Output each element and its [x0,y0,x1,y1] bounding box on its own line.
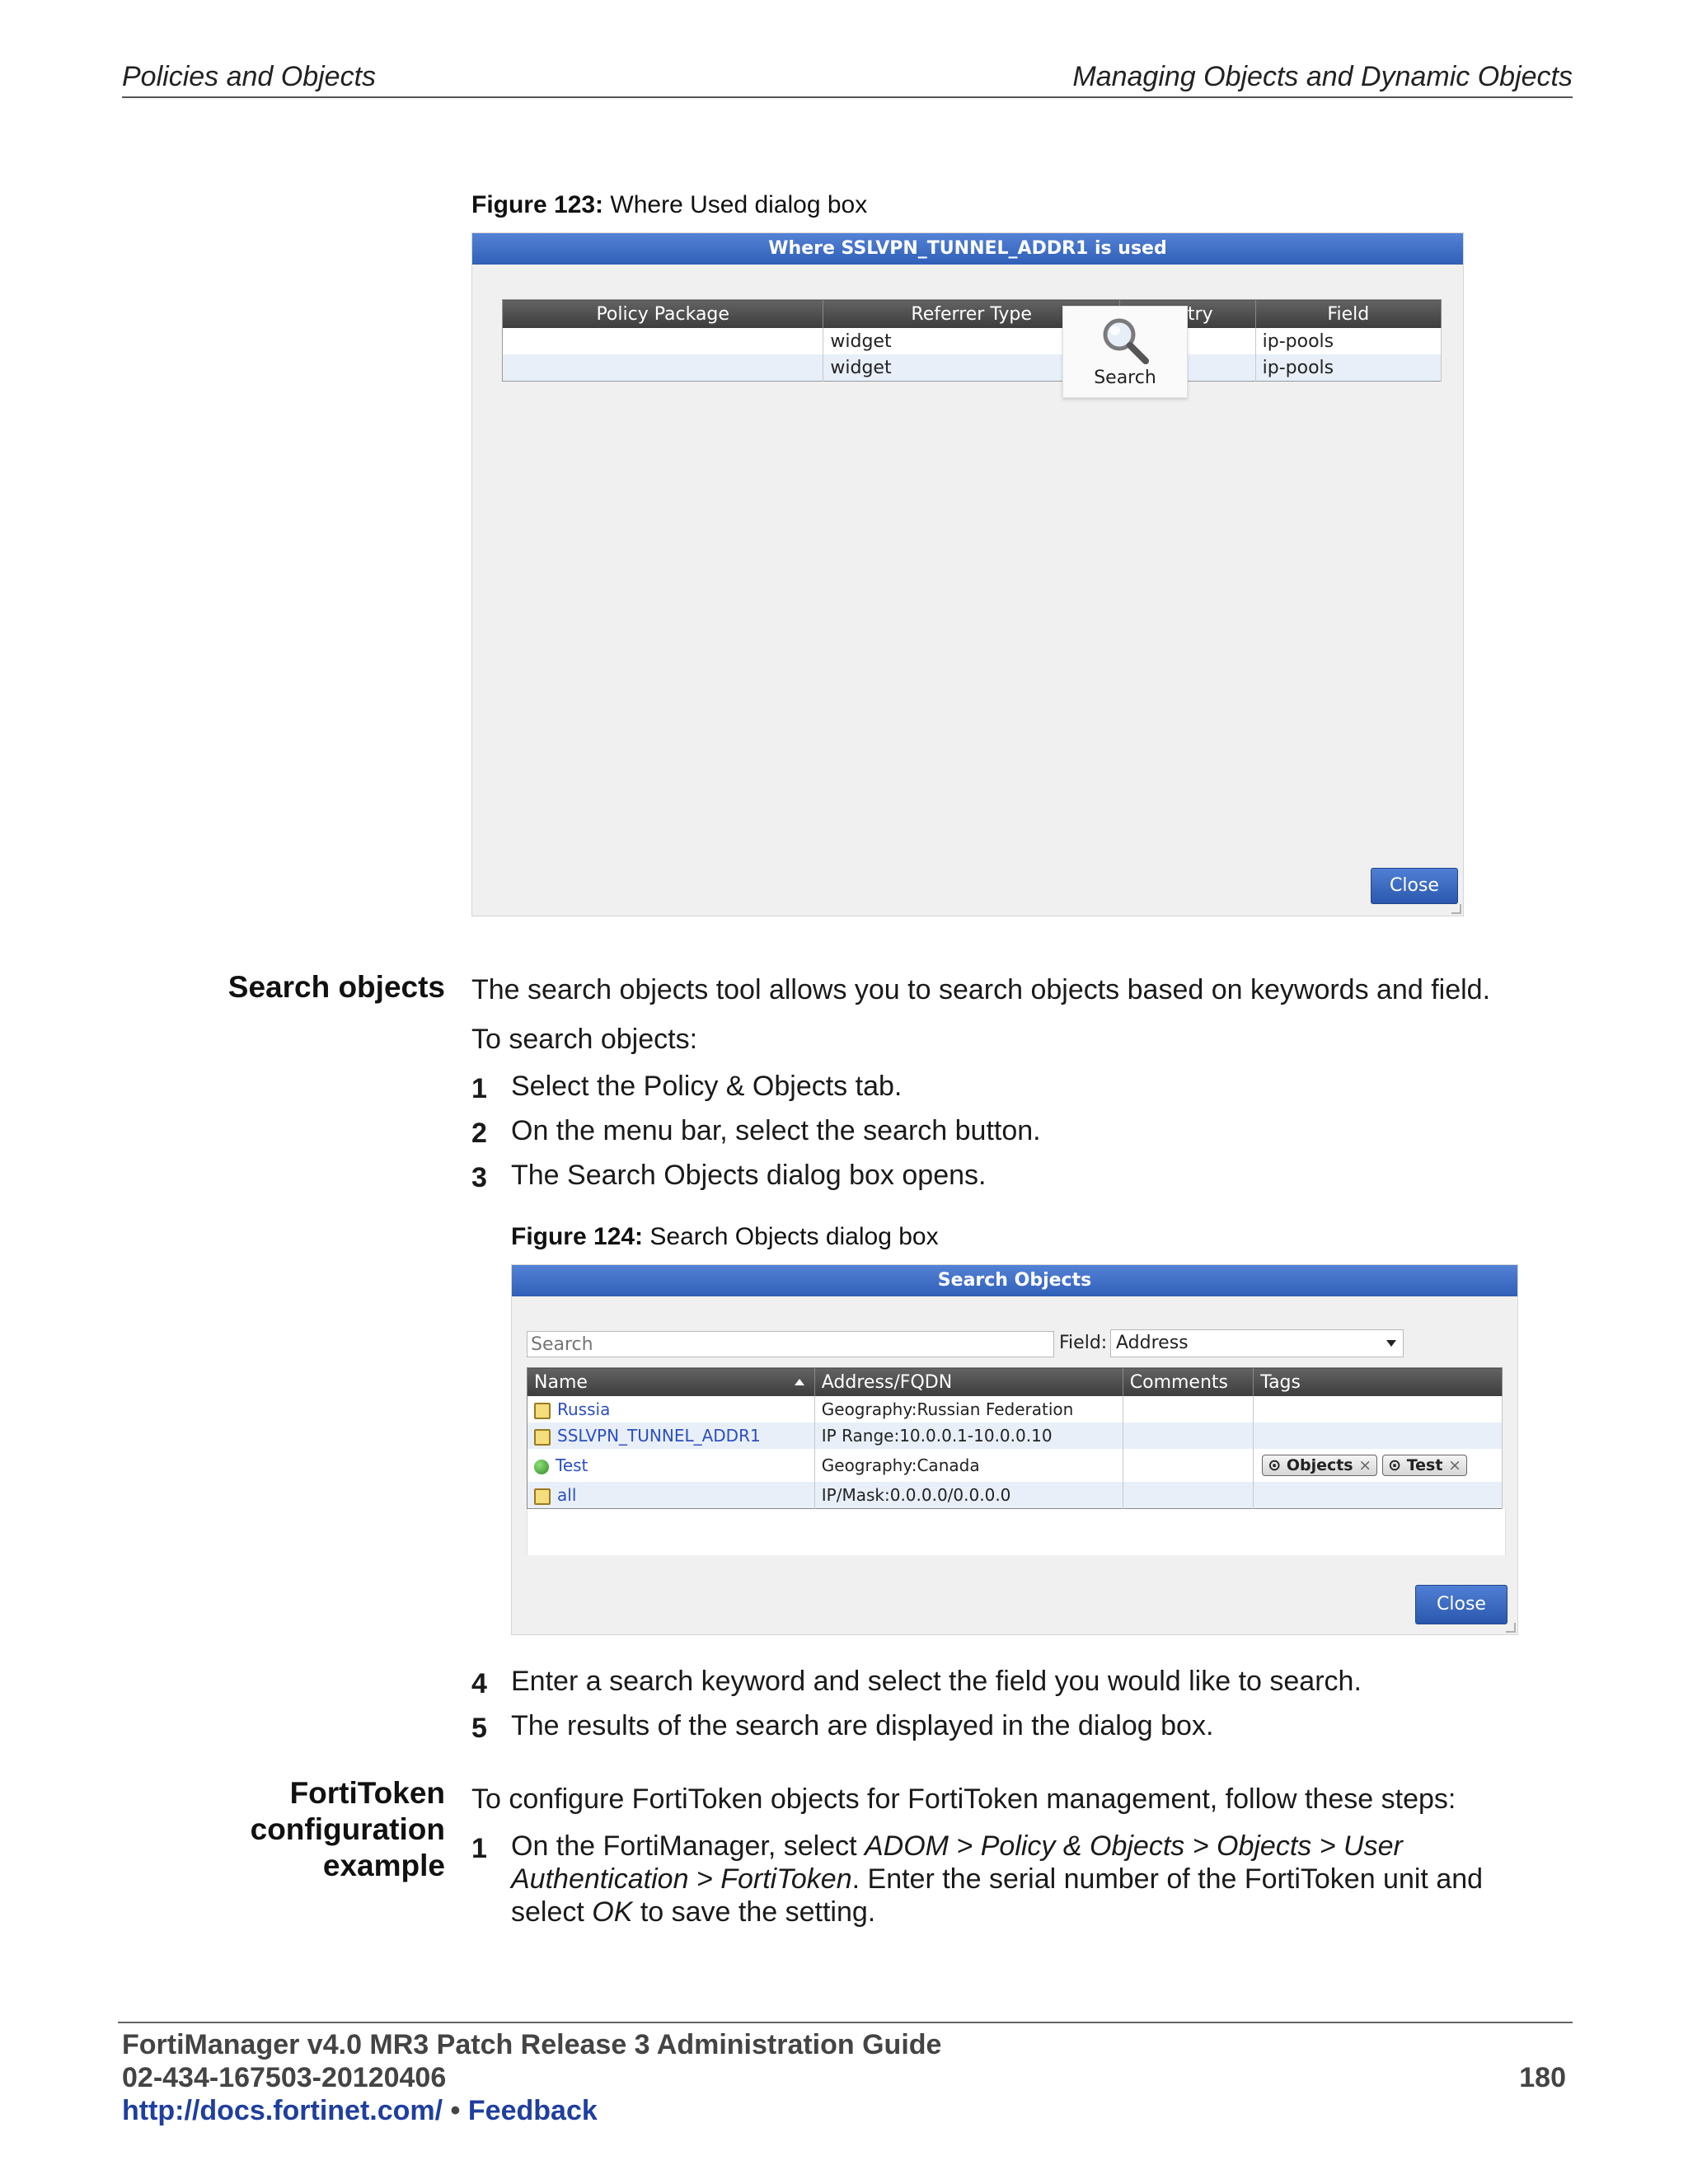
figure-124-caption [511,1223,939,1251]
step-text: The Search Objects dialog box opens. [511,1160,987,1191]
step-text: Select the Policy & Objects tab. [511,1071,903,1102]
footer-divider [118,2022,1573,2023]
tag-chip[interactable]: ⊙ Test × [1382,1455,1467,1476]
cell-name [528,1449,815,1482]
remove-tag-icon[interactable]: × [1448,1456,1461,1474]
resize-grip-icon[interactable] [1506,1623,1516,1633]
address-object-icon [534,1488,551,1505]
fortitoken-heading-line: configuration [250,1812,445,1846]
footer-separator: • [450,2095,461,2126]
step-text-segment: to save the setting. [632,1896,876,1928]
col-entry[interactable]: try [1119,300,1255,329]
cell-field: ip-pools [1255,354,1441,382]
docs-link[interactable]: http://docs.fortinet.com/ [122,2095,443,2126]
col-tags[interactable]: Tags [1254,1368,1503,1397]
step-number: 2 [471,1118,487,1149]
table-row[interactable] [503,328,1442,354]
figure-123-text: Where Used dialog box [610,191,868,218]
where-used-header-row [503,300,1442,329]
cell-tags [1254,1449,1503,1482]
header-section-title: Policies and Objects [122,61,377,92]
address-object-icon [534,1429,551,1446]
field-select[interactable] [1110,1329,1404,1357]
table-row[interactable] [528,1482,1503,1509]
step-text-segment: On the FortiManager, select [511,1830,865,1862]
tag-label: Objects [1286,1456,1353,1474]
close-button[interactable]: Close [1415,1585,1507,1624]
col-field[interactable]: Field [1255,300,1441,329]
step-number: 3 [471,1162,487,1193]
resize-grip-icon[interactable] [1451,904,1461,914]
object-name-link[interactable]: all [557,1485,577,1505]
search-popup-label: Search [1094,368,1156,388]
step-number: 4 [471,1668,487,1699]
magnifier-icon [1100,315,1151,366]
figure-124-label: Figure 124: [511,1223,644,1250]
header-chapter-title: Managing Objects and Dynamic Objects [1072,61,1573,92]
search-results-table [527,1367,1503,1509]
step-text-line [511,1896,875,1929]
step-text-line [511,1830,1403,1863]
tag-label: Test [1406,1456,1443,1474]
globe-icon [534,1460,549,1474]
fortitoken-intro: To configure FortiToken objects for FortiToken management, follow these steps: [471,1783,1456,1815]
cell-policy-package [503,354,823,382]
header-divider [122,96,1573,98]
cell-comments [1123,1449,1254,1482]
search-objects-dialog [511,1264,1518,1635]
cell-tags [1254,1396,1503,1422]
object-name-link[interactable]: Russia [557,1399,611,1419]
table-row[interactable] [528,1449,1503,1482]
footer-doc-id: 02-434-167503-20120406 [122,2062,447,2093]
step-number: 1 [471,1833,487,1864]
remove-tag-icon[interactable]: × [1358,1456,1372,1474]
table-row[interactable] [528,1422,1503,1449]
cell-address: IP Range:10.0.0.1-10.0.0.10 [814,1422,1123,1449]
cell-referrer-type: widget [823,354,1120,382]
tag-chip[interactable]: ⊙ Objects × [1262,1455,1377,1476]
figure-123-label: Figure 123: [471,191,604,218]
address-object-icon [534,1403,551,1419]
cell-tags [1254,1422,1503,1449]
search-input[interactable] [527,1331,1054,1357]
col-address-fqdn[interactable]: Address/FQDN [814,1368,1123,1397]
cell-name [528,1422,815,1449]
table-row[interactable] [503,354,1442,382]
col-referrer-type[interactable]: Referrer Type [823,300,1120,329]
table-row[interactable] [528,1396,1503,1422]
search-results-header-row [528,1368,1503,1397]
cell-comments [1123,1482,1254,1509]
cell-address: IP/Mask:0.0.0.0/0.0.0.0 [814,1482,1123,1509]
results-empty-area [527,1509,1506,1555]
feedback-link[interactable]: Feedback [467,2095,598,2126]
search-popup-button[interactable] [1062,306,1188,398]
cell-comments [1123,1396,1254,1422]
cell-tags [1254,1482,1503,1509]
footer-guide-title: FortiManager v4.0 MR3 Patch Release 3 Administration Guide [122,2029,942,2060]
figure-124-text: Search Objects dialog box [649,1223,939,1250]
object-name-link[interactable]: Test [556,1455,588,1475]
search-objects-heading: Search objects [227,970,445,1004]
field-select-value: Address [1116,1333,1189,1353]
search-objects-intro: The search objects tool allows you to search objects based on keywords and field. [471,974,1491,1005]
page-number: 180 [1519,2062,1566,2093]
step-text-segment: select [511,1896,593,1928]
step-text-segment: . Enter the serial number of the FortiToken unit and [851,1863,1484,1895]
menu-path: Authentication > FortiToken [511,1863,852,1895]
step-text: Enter a search keyword and select the field you would like to search. [511,1666,1362,1697]
figure-123-caption [471,191,867,219]
where-used-table [502,299,1442,382]
where-used-dialog-title: Where SSLVPN_TUNNEL_ADDR1 is used [472,233,1463,265]
step-number: 1 [471,1073,487,1104]
step-text: The results of the search are displayed in the dialog box. [511,1710,1214,1741]
footer-links [122,2095,598,2127]
menu-path: ADOM > Policy & Objects > Objects > User [864,1830,1403,1862]
sort-ascending-icon [795,1379,804,1385]
search-objects-lead: To search objects: [471,1024,698,1055]
fortitoken-heading-line: example [322,1849,445,1882]
cell-referrer-type: widget [823,328,1120,354]
fortitoken-heading-line: FortiToken [289,1776,445,1810]
cell-name [528,1396,815,1422]
object-name-link[interactable]: SSLVPN_TUNNEL_ADDR1 [557,1426,761,1446]
search-objects-dialog-title: Search Objects [512,1265,1517,1296]
col-name-label: Name [534,1371,588,1393]
field-label: Field: [1059,1333,1108,1353]
col-name[interactable] [528,1368,815,1397]
cell-policy-package [503,328,823,354]
close-button[interactable]: Close [1371,868,1458,904]
step-text: On the menu bar, select the search button. [511,1115,1041,1146]
step-number: 5 [471,1713,487,1744]
ok-button-reference: OK [592,1896,633,1928]
cell-field: ip-pools [1255,328,1441,354]
fortitoken-heading [251,1775,445,1884]
cell-name [528,1482,815,1509]
cell-address: Geography:Russian Federation [814,1396,1123,1422]
cell-comments [1123,1422,1254,1449]
cell-address: Geography:Canada [814,1449,1123,1482]
chevron-down-icon [1386,1340,1396,1347]
where-used-dialog [471,232,1464,916]
col-policy-package[interactable]: Policy Package [503,300,823,329]
step-text-line [511,1863,1483,1896]
col-comments[interactable]: Comments [1123,1368,1254,1397]
